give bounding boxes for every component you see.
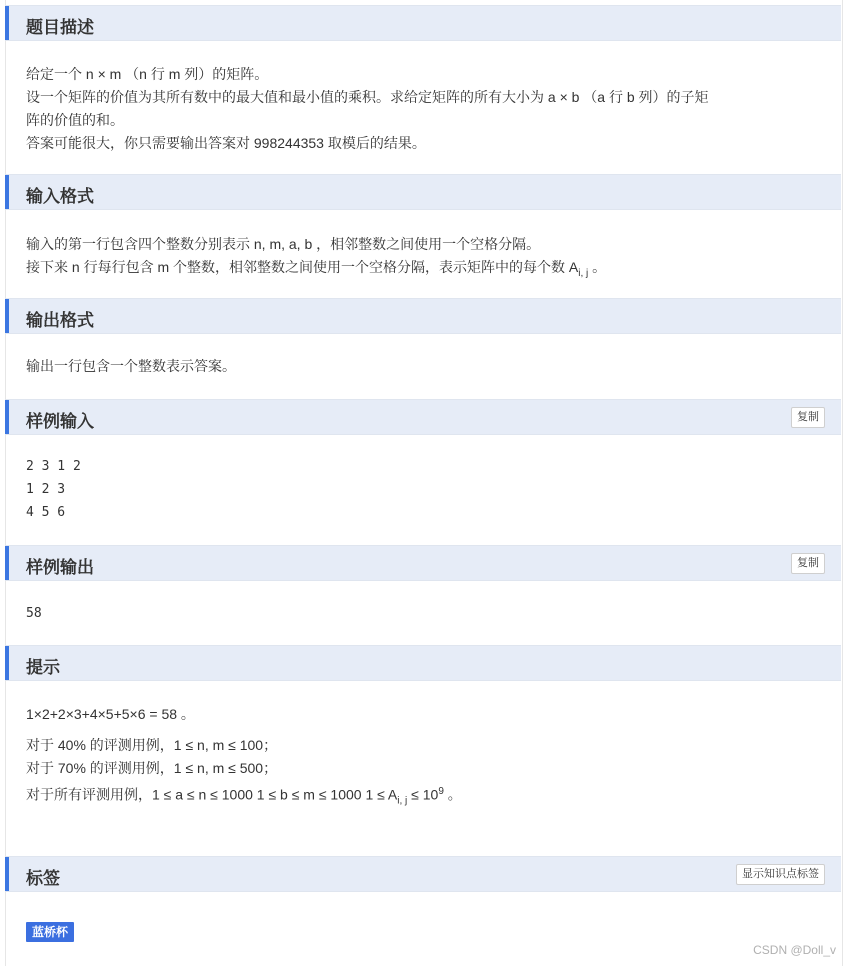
section-title: 输入格式 <box>26 187 94 206</box>
text-line: 设一个矩阵的价值为其所有数中的最大值和最小值的乘积。求给定矩阵的所有大小为 a × b （a 行 b 列）的子矩 <box>26 89 709 105</box>
text-line: 答案可能很大，你只需要输出答案对 998244353 取模后的结果。 <box>26 135 426 151</box>
copy-button[interactable]: 复制 <box>791 553 825 574</box>
text-fragment: 。 <box>588 259 607 275</box>
accent-bar <box>5 857 9 891</box>
copy-button[interactable]: 复制 <box>791 407 825 428</box>
sample-output-code <box>26 602 42 625</box>
text-line: 输入的第一行包含四个整数分别表示 n, m, a, b ，相邻整数之间使用一个空格分隔。 <box>26 236 541 252</box>
show-tags-button[interactable]: 显示知识点标签 <box>736 864 825 885</box>
section-title: 输出格式 <box>26 311 94 330</box>
section-title: 样例输出 <box>26 558 94 577</box>
section-header-hint <box>5 645 841 681</box>
accent-bar <box>5 6 9 40</box>
text-fragment: 接下来 n 行每行包含 m 个整数，相邻整数之间使用一个空格分隔，表示矩阵中的每个数 A <box>26 259 579 275</box>
text-line: 对于 70% 的评测用例，1 ≤ n, m ≤ 500； <box>26 760 278 776</box>
section-title: 题目描述 <box>26 18 94 37</box>
section-header-description <box>5 5 841 41</box>
text-line <box>26 256 606 285</box>
text-line: 对于 40% 的评测用例，1 ≤ n, m ≤ 100； <box>26 737 278 753</box>
subscript: i, j <box>397 795 408 807</box>
code-line: 2 3 1 2 <box>26 459 81 474</box>
text-line: 输出一行包含一个整数表示答案。 <box>26 358 236 374</box>
text-line: 1×2+2×3+4×5+5×6 = 58 。 <box>26 706 195 722</box>
accent-bar <box>5 299 9 333</box>
sample-input-code <box>26 455 81 524</box>
superscript: 9 <box>438 786 444 797</box>
section-header-sample-output <box>5 545 841 581</box>
accent-bar <box>5 646 9 680</box>
hint-text <box>26 703 462 812</box>
section-header-input <box>5 174 841 210</box>
text-fragment: 对于所有评测用例，1 ≤ a ≤ n ≤ 1000 1 ≤ b ≤ m ≤ 1000 1 ≤ A <box>26 786 398 803</box>
code-line: 4 5 6 <box>26 505 66 520</box>
code-line: 58 <box>26 606 42 621</box>
text-line: 给定一个 n × m （n 行 m 列）的矩阵。 <box>26 66 269 82</box>
section-title: 提示 <box>26 658 60 677</box>
text-line <box>26 780 462 812</box>
section-header-output <box>5 298 841 334</box>
tag-badge[interactable]: 蓝桥杯 <box>26 922 74 942</box>
text-fragment: 。 <box>443 786 462 803</box>
accent-bar <box>5 400 9 434</box>
accent-bar <box>5 175 9 209</box>
section-title: 标签 <box>26 869 60 888</box>
watermark: CSDN @Doll_v <box>753 943 836 957</box>
description-text <box>26 63 709 155</box>
text-line: 阵的价值的和。 <box>26 112 124 128</box>
input-format-text <box>26 233 606 285</box>
output-format-text <box>26 355 236 378</box>
section-header-sample-input <box>5 399 841 435</box>
text-fragment: ≤ 10 <box>407 786 439 803</box>
section-header-tags <box>5 856 841 892</box>
section-title: 样例输入 <box>26 412 94 431</box>
accent-bar <box>5 546 9 580</box>
code-line: 1 2 3 <box>26 482 66 497</box>
subscript: i, j <box>578 267 589 279</box>
